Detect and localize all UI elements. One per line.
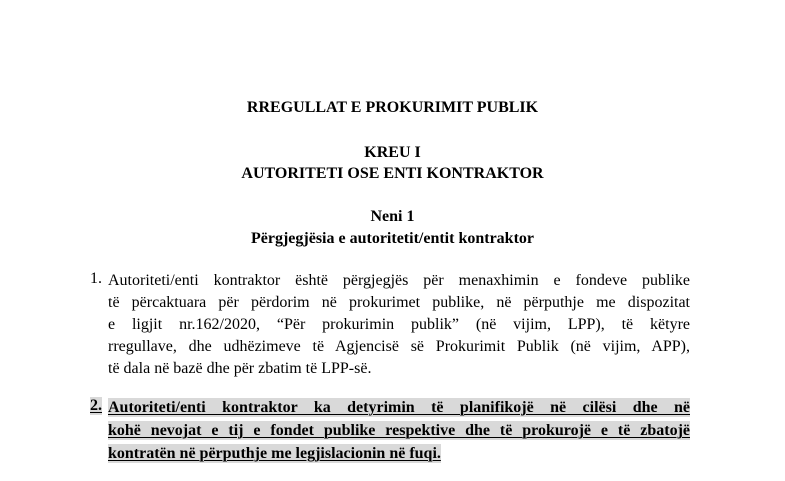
article-number: Neni 1 xyxy=(370,208,415,225)
paragraph-line-wrap xyxy=(108,420,690,443)
paragraph-number: 2. xyxy=(90,397,102,414)
chapter-title: AUTORITETI OSE ENTI KONTRAKTOR xyxy=(241,165,544,182)
paragraph-body xyxy=(108,397,690,466)
paragraph-line: Autoriteti/enti kontraktor është përgjegjës për menaxhimin e fondeve publike xyxy=(108,272,690,289)
paragraph-line: Autoriteti/enti kontraktor ka detyrimin të planifikojë në cilësi dhe në xyxy=(108,399,690,416)
paragraph-2-highlighted xyxy=(90,397,690,467)
paragraph-line: e ligjit nr.162/2020, “Për prokurimin publik” (në vijim, LPP), të këtyre xyxy=(108,316,690,333)
paragraph-line: kohë nevojat e tij e fondet publike respektive dhe të prokurojë e të zbatojë xyxy=(108,422,690,439)
article-title: Përgjegjësia e autoritetit/entit kontraktor xyxy=(250,230,534,247)
paragraph-line: të përcaktuara për përdorim në prokurimet publike, në përputhje me dispozitat xyxy=(108,294,690,311)
document-title: RREGULLAT E PROKURIMIT PUBLIK xyxy=(246,99,539,116)
paragraph-line: rregullave, dhe udhëzimeve të Agjencisë së Prokurimit Publik (në vijim, APP), xyxy=(108,338,690,355)
paragraph-1 xyxy=(90,270,690,380)
paragraph-number: 1. xyxy=(90,270,102,287)
paragraph-line-wrap xyxy=(108,397,690,420)
paragraph-body xyxy=(108,270,690,380)
paragraph-line-wrap xyxy=(108,443,690,466)
chapter-number: KREU I xyxy=(364,144,421,161)
paragraph-line: të dala në bazë dhe për zbatim të LPP-së. xyxy=(108,360,372,377)
paragraph-line: kontratën në përputhje me legjislacionin në fuqi. xyxy=(108,445,441,462)
